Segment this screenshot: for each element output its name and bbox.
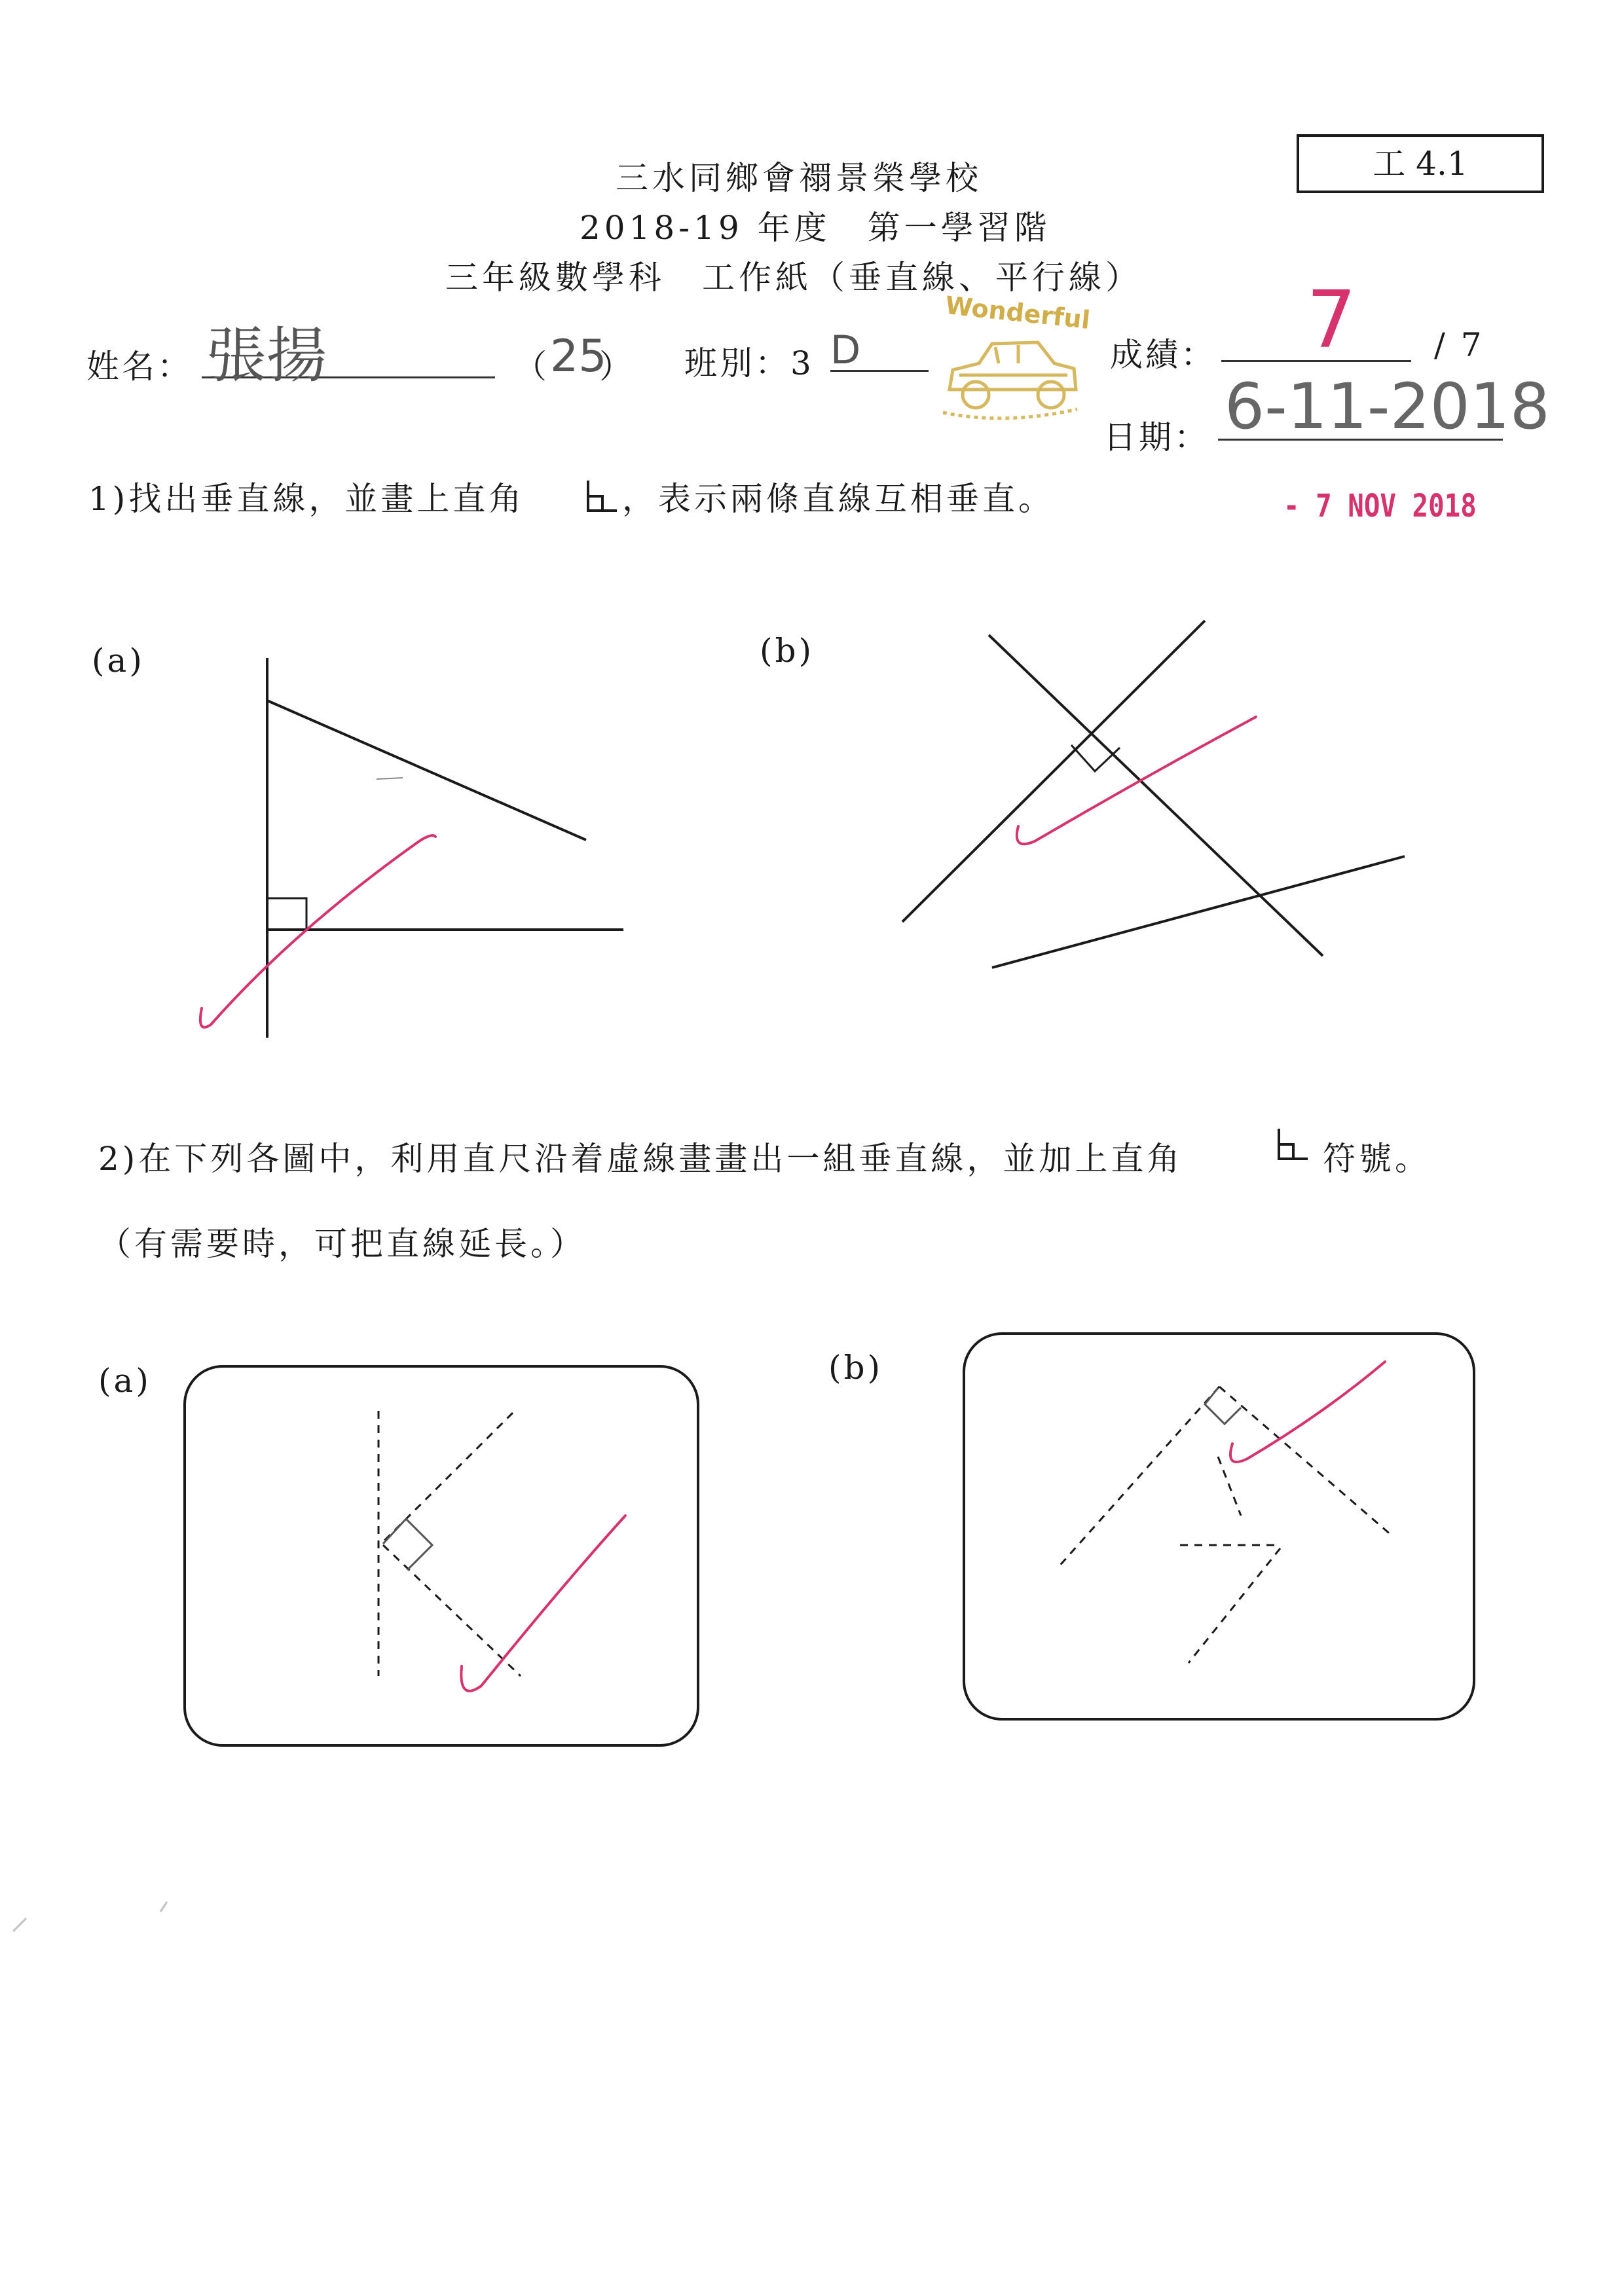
date-value: 6-11-2018 (1225, 370, 1550, 443)
right-angle-mark (383, 1519, 432, 1570)
q2a-label: (a) (98, 1362, 151, 1400)
school-name: 三水同鄉會禤景榮學校 (616, 159, 982, 197)
q1-text-after: ，表示兩條直線互相垂直。 (622, 480, 1054, 518)
date-label: 日期： (1103, 418, 1209, 456)
score-total: / 7 (1434, 326, 1485, 364)
received-date-stamp: - 7 NOV 2018 (1283, 488, 1477, 524)
q1b-label: (b) (760, 632, 815, 670)
year-term: 2018-19 年度 第一學習階 (580, 209, 1051, 247)
score-label: 成績： (1110, 336, 1216, 374)
q1a-figure (267, 658, 623, 1038)
sheet-code: 工 4.1 (1373, 145, 1468, 183)
student-name: 張揚 (206, 321, 327, 391)
tick-mark-icon (461, 1516, 625, 1691)
class-label: 班別：3 (684, 344, 814, 382)
q2-note: （有需要時，可把直線延長。） (98, 1225, 586, 1263)
q2-text-after: 符號。 (1323, 1140, 1431, 1178)
score-value: 7 (1306, 275, 1357, 366)
q1-text-before: 1)找出垂直線，並畫上直角 (88, 480, 525, 518)
class-value: D (830, 327, 861, 373)
q1a-label: (a) (92, 642, 145, 680)
q2b-label: (b) (828, 1349, 883, 1387)
tick-mark-icon (1017, 717, 1256, 844)
q1b-figure (902, 621, 1405, 968)
tick-mark-icon (200, 835, 435, 1027)
q2b-figure (1058, 1387, 1392, 1663)
wonderful-stamp: Wonderful (933, 298, 1084, 429)
name-label: 姓名： (86, 348, 193, 386)
q2-text-before: 2)在下列各圖中，利用直尺沿着虛線畫畫出一組垂直線，並加上直角 (98, 1140, 1183, 1178)
right-angle-mark (1205, 1388, 1241, 1424)
class-number: 25 (550, 331, 607, 382)
tick-mark-icon (1230, 1362, 1385, 1462)
q2a-figure (378, 1411, 521, 1676)
worksheet-subject: 三年級數學科 工作紙（垂直線、平行線） (445, 259, 1142, 297)
